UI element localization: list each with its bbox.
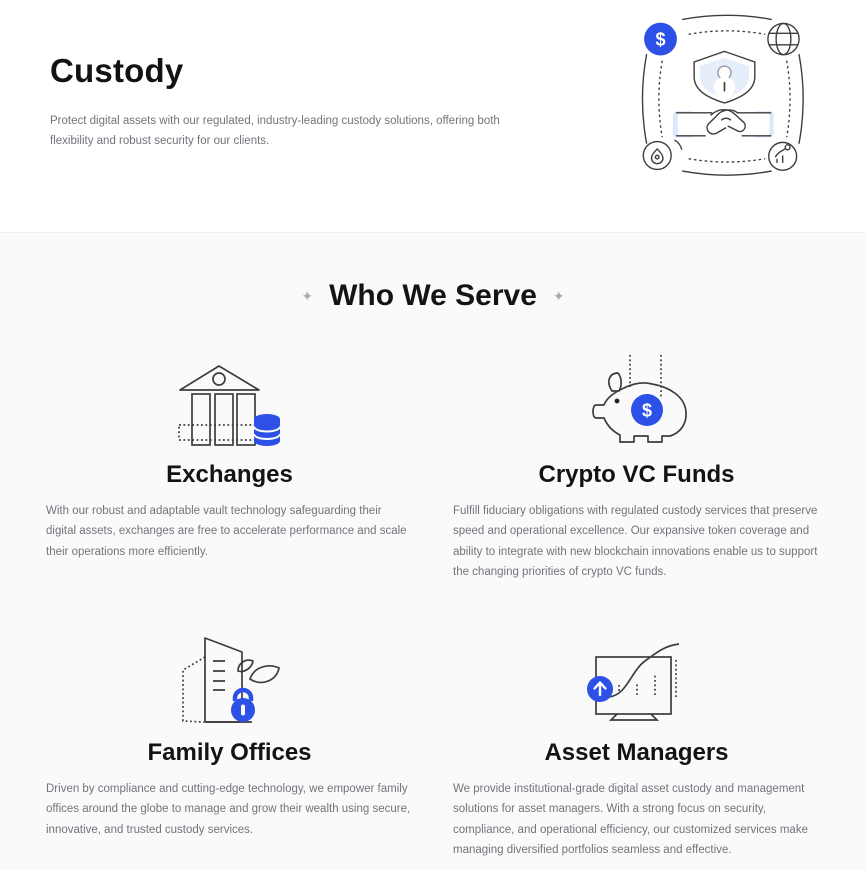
card-crypto-vc-funds bbox=[453, 349, 820, 583]
section-heading-row bbox=[0, 279, 866, 313]
shield-lock-icon bbox=[694, 51, 755, 103]
section-heading: Who We Serve bbox=[329, 279, 537, 312]
handshake-icon bbox=[673, 110, 774, 138]
globe-icon bbox=[768, 23, 799, 54]
hero-text bbox=[50, 0, 537, 232]
card-title: Family Offices bbox=[147, 738, 312, 766]
monitor-growth-arrow-icon bbox=[453, 627, 820, 727]
building-leaf-lock-icon bbox=[46, 627, 413, 727]
svg-text:$: $ bbox=[655, 29, 666, 50]
cards-grid bbox=[0, 349, 866, 861]
dollar-coin-icon bbox=[644, 23, 677, 56]
card-description: Fulfill fiduciary obligations with regulated custody services that preserve speed and operational excellence. Our expansive token coverage and ability to integrate with new blockchain innovations enable us to support the changing priorities of crypto VC funds. bbox=[453, 505, 818, 579]
bank-database-icon bbox=[46, 349, 413, 449]
card-title: Exchanges bbox=[166, 461, 293, 488]
card-title: Asset Managers bbox=[544, 738, 729, 766]
sparkle-icon: ✦ bbox=[301, 288, 314, 304]
card-family-offices bbox=[46, 627, 413, 861]
card-exchanges bbox=[46, 349, 413, 583]
card-description: Driven by compliance and cutting-edge technology, we empower family offices around the globe to manage and grow their wealth using secure, innovative, and trusted custody services. bbox=[46, 782, 411, 836]
card-description: With our robust and adaptable vault technology safeguarding their digital assets, exchanges are free to accelerate performance and scale their operations more efficiently. bbox=[46, 505, 407, 558]
sparkle-icon: ✦ bbox=[552, 288, 565, 304]
page-title: Custody bbox=[50, 52, 184, 89]
hero-section bbox=[0, 0, 866, 232]
svg-text:$: $ bbox=[641, 400, 652, 421]
card-title: Crypto VC Funds bbox=[538, 461, 735, 488]
custody-illustration-svg bbox=[640, 12, 804, 176]
custody-shield-handshake-illustration bbox=[640, 12, 804, 232]
growth-badge-icon bbox=[769, 142, 797, 170]
card-description: We provide institutional-grade digital asset custody and management solutions for asset managers. With a strong focus on security, compliance, and operational efficiency, our customized services make managing diversified portfolios seamless and effective. bbox=[453, 782, 808, 857]
piggy-bank-coin-icon bbox=[453, 349, 820, 449]
card-asset-managers bbox=[453, 627, 820, 861]
drop-badge-icon bbox=[643, 140, 682, 170]
who-we-serve-section bbox=[0, 232, 866, 870]
hero-description: Protect digital assets with our regulated, industry-leading custody solutions, offering both flexibility and robust security for our clients. bbox=[50, 115, 500, 148]
